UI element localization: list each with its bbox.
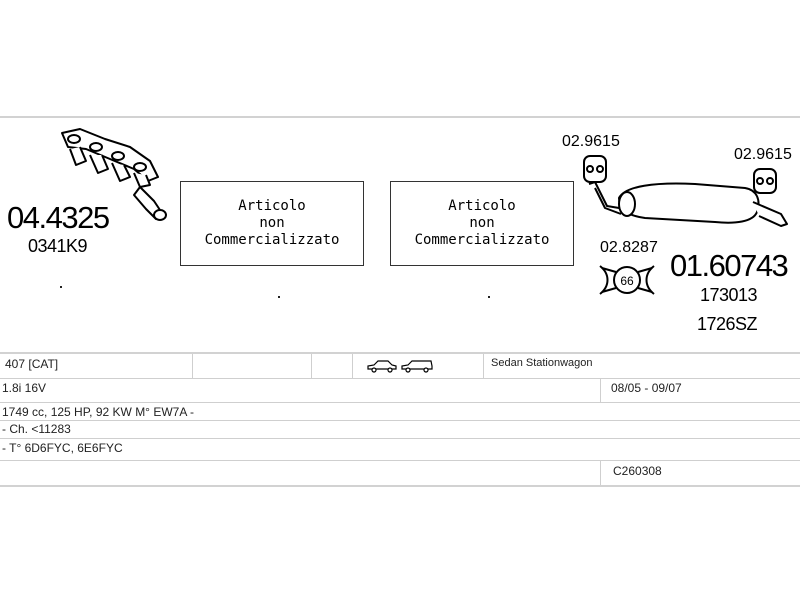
cell-divider: [600, 379, 601, 403]
rear-ref-code-1: 173013: [700, 285, 758, 305]
not-sold-box-2: [390, 181, 574, 266]
row-divider: [0, 378, 800, 379]
spec-cell: 1749 cc, 125 HP, 92 KW M° EW7A -: [2, 405, 194, 419]
chassis-cell: - Ch. <11283: [2, 422, 71, 436]
type-cell: - T° 6D6FYC, 6E6FYC: [2, 441, 123, 455]
row-divider: [0, 460, 800, 461]
hanger-right-code: 02.9615: [734, 146, 792, 163]
rear-part-code: 01.60743: [670, 248, 788, 283]
rear-ref-code-2: 1726SZ: [697, 314, 758, 334]
mark-dot: [60, 286, 62, 288]
row-divider: [0, 420, 800, 421]
manifold-part-code: 04.4325: [7, 200, 109, 235]
not-sold-line3: Commercializzato: [204, 232, 340, 248]
table-bottom-divider: [0, 485, 800, 487]
mark-dot: [488, 296, 490, 298]
not-sold-line3: Commercializzato: [414, 232, 550, 248]
sedan-car-icon: [366, 359, 398, 373]
row-divider: [0, 402, 800, 403]
table-top-divider: [0, 352, 800, 354]
mark-dot: [278, 296, 280, 298]
catalog-code-cell: C260308: [613, 464, 662, 478]
pipe-clamp-icon: [596, 262, 658, 298]
not-sold-line1: Articolo: [238, 198, 306, 214]
body-types-cell: Sedan Stationwagon: [491, 357, 593, 369]
years-cell: 08/05 - 09/07: [611, 381, 682, 395]
cell-divider: [311, 354, 312, 378]
rear-muffler-icon: [585, 178, 795, 230]
not-sold-line2: non: [469, 215, 495, 231]
cell-divider: [483, 354, 484, 378]
cell-divider: [352, 354, 353, 378]
not-sold-line1: Articolo: [448, 198, 516, 214]
clamp-code: 02.8287: [600, 239, 658, 256]
engine-cell: 1.8i 16V: [2, 381, 47, 395]
stationwagon-car-icon: [400, 359, 434, 373]
top-divider: [0, 116, 800, 118]
hanger-left-code: 02.9615: [562, 133, 620, 150]
clamp-badge-text: 66: [620, 274, 634, 288]
manifold-ref-code: 0341K9: [28, 236, 88, 256]
cell-divider: [600, 461, 601, 485]
not-sold-line2: non: [259, 215, 285, 231]
model-cell: 407 [CAT]: [5, 357, 59, 371]
row-divider: [0, 438, 800, 439]
not-sold-box-1: [180, 181, 364, 266]
cell-divider: [192, 354, 193, 378]
